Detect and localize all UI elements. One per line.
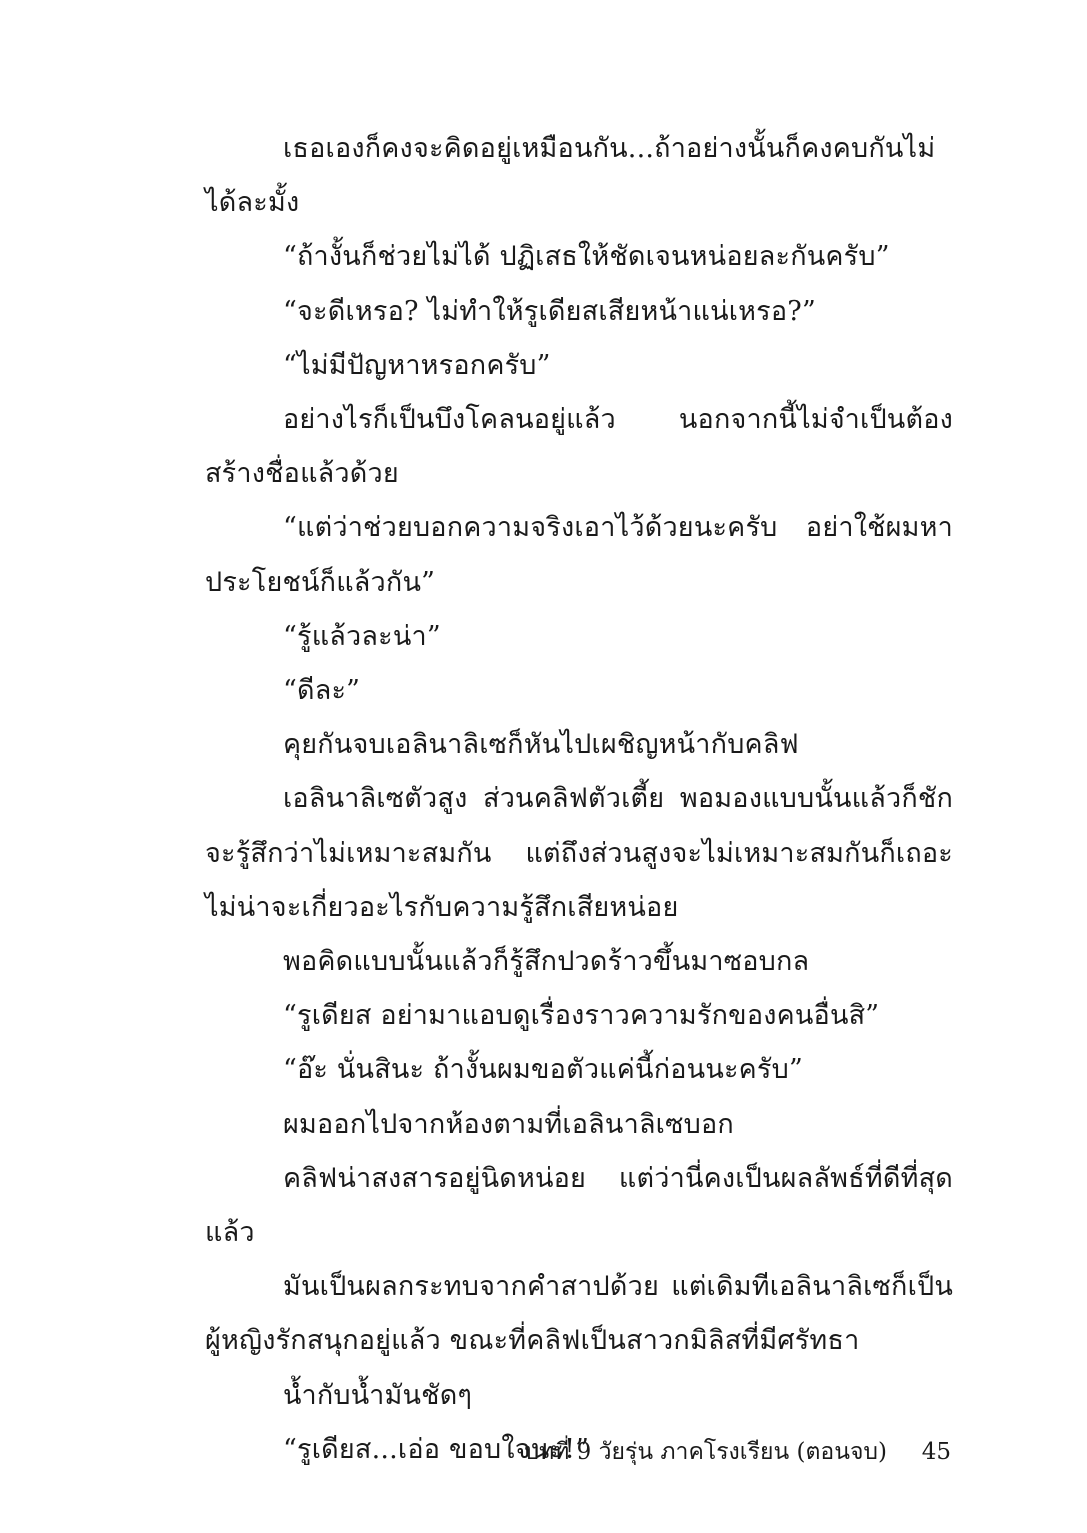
paragraph: “จะดีเหรอ? ไม่ทำให้รูเดียสเสียหน้าแน่เหรอ?” <box>283 295 816 327</box>
running-footer-chapter-title: บทที่ 9 วัยรุ่น ภาคโรงเรียน (ตอนจบ) <box>524 1439 887 1465</box>
paragraph: เอลินาลิเซตัวสูง ส่วนคลิฟตัวเตี้ย พอมองแบบนั้นแล้วก็ชักจะรู้สึกว่าไม่เหมาะสมกัน แต่ถึงส่วนสูงจะไม่เหมาะสมกันก็เถอะ ไม่น่าจะเกี่ยวอะไรกับความรู้สึกเสียหน่อย <box>205 783 953 923</box>
paragraph: คุยกันจบเอลินาลิเซก็หันไปเผชิญหน้ากับคลิฟ <box>283 729 799 761</box>
paragraph: “อ๊ะ นั่นสินะ ถ้างั้นผมขอตัวแค่นี้ก่อนนะครับ” <box>283 1054 803 1086</box>
paragraph: “แต่ว่าช่วยบอกความจริงเอาไว้ด้วยนะครับ อย่าใช้ผมหาประโยชน์ก็แล้วกัน” <box>205 512 953 598</box>
paragraph: อย่างไรก็เป็นบึงโคลนอยู่แล้ว นอกจากนี้ไม่จำเป็นต้องสร้างชื่อแล้วด้วย <box>205 404 953 490</box>
page-number: 45 <box>921 1439 951 1465</box>
paragraph: พอคิดแบบนั้นแล้วก็รู้สึกปวดร้าวขึ้นมาซอบกล <box>283 946 810 978</box>
paragraph: “ถ้างั้นก็ช่วยไม่ได้ ปฏิเสธให้ชัดเจนหน่อยละกันครับ” <box>283 241 890 273</box>
paragraph: น้ำกับน้ำมันชัดๆ <box>283 1379 473 1411</box>
paragraph: ผมออกไปจากห้องตามที่เอลินาลิเซบอก <box>283 1108 734 1140</box>
paragraph: “ไม่มีปัญหาหรอกครับ” <box>283 349 551 381</box>
paragraph: “รูเดียส...เอ่อ ขอบใจนะ!” <box>283 1433 590 1465</box>
paragraph: “รูเดียส อย่ามาแอบดูเรื่องราวความรักของคนอื่นสิ” <box>283 1000 880 1032</box>
paragraph: มันเป็นผลกระทบจากคำสาปด้วย แต่เดิมทีเอลินาลิเซก็เป็นผู้หญิงรักสนุกอยู่แล้ว ขณะที่คลิฟเป็นสาวกมิลิสที่มีศรัทธา <box>205 1271 953 1357</box>
paragraph: “รู้แล้วละน่า” <box>283 620 441 652</box>
page-footer <box>500 1432 953 1472</box>
body-text <box>205 122 953 1477</box>
paragraph: คลิฟน่าสงสารอยู่นิดหน่อย แต่ว่านี่คงเป็นผลลัพธ์ที่ดีที่สุดแล้ว <box>205 1162 953 1249</box>
paragraph: เธอเองก็คงจะคิดอยู่เหมือนกัน...ถ้าอย่างนั้นก็คงคบกันไม่ได้ละมั้ง <box>205 133 936 219</box>
paragraph: “ดีละ” <box>283 675 361 707</box>
